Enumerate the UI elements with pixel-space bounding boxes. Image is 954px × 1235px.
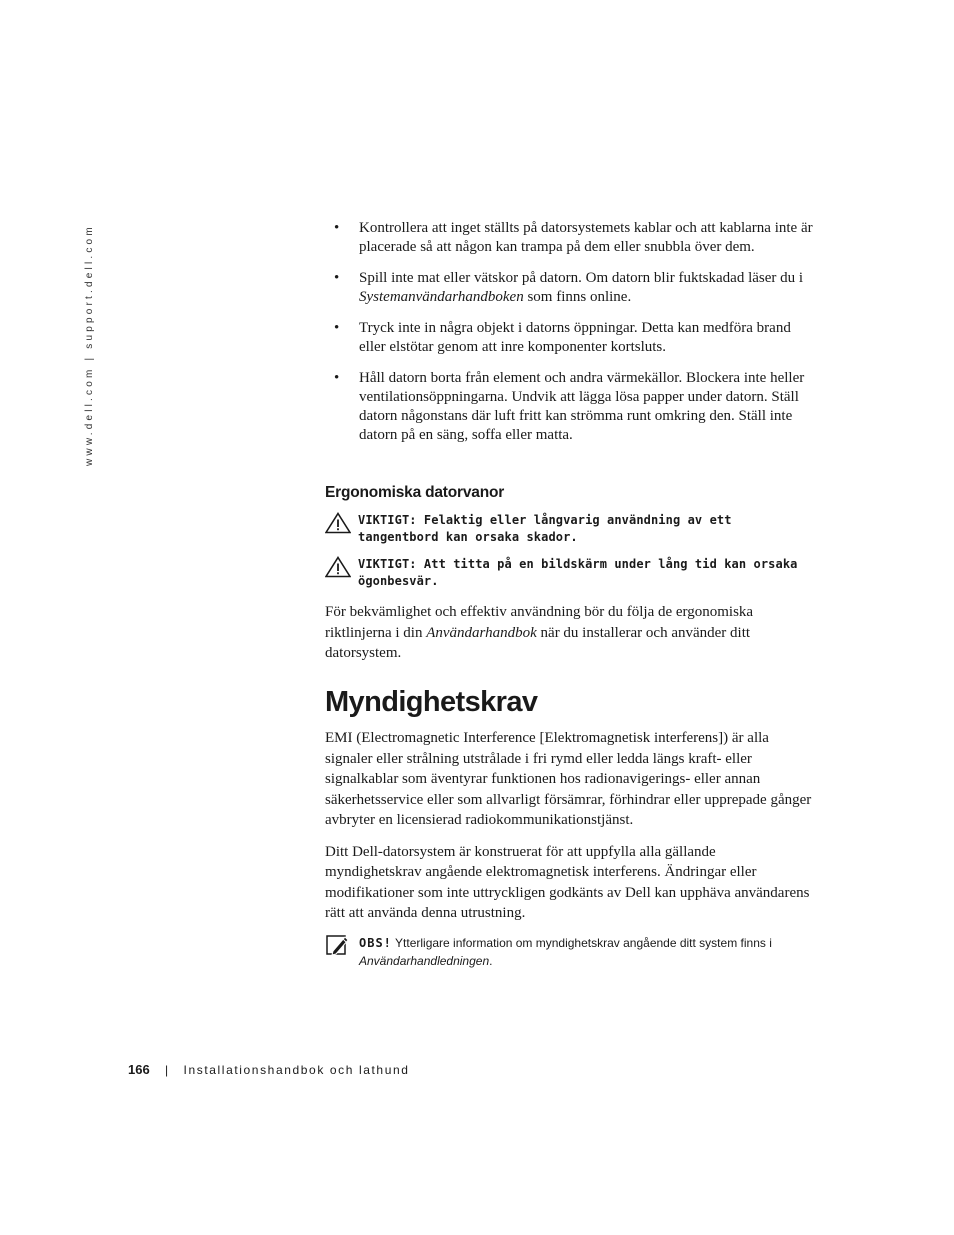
bullet-marker: • bbox=[334, 370, 340, 386]
list-item bbox=[325, 319, 815, 357]
note-end: . bbox=[489, 954, 493, 968]
warning-text: VIKTIGT: Att titta på en bildskärm under lång tid kan orsaka ögonbesvär. bbox=[358, 557, 798, 588]
page-number: 166 bbox=[128, 1062, 150, 1077]
page-title: Myndighetskrav bbox=[325, 686, 538, 718]
book-title: Systemanvändarhandboken bbox=[359, 289, 524, 305]
footer-separator: | bbox=[165, 1063, 169, 1077]
section-heading: Ergonomiska datorvanor bbox=[325, 484, 505, 501]
ergonomics-paragraph bbox=[325, 602, 815, 664]
book-title: Användarhandbok bbox=[426, 624, 537, 641]
bullet-text: Spill inte mat eller vätskor på datorn. Om datorn blir fuktskadad läser du i bbox=[359, 270, 804, 286]
note-text bbox=[359, 934, 820, 970]
list-item bbox=[325, 219, 815, 257]
bullet-text: Håll datorn borta från element och andra värmekällor. Blockera inte heller ventilationsöppningarna. Undvik att lägga lösa papper under datorn. Ställ datorn någonstans där luft fritt kan strömma runt omkring den. Ställ inte datorn på en säng, soffa eller matta. bbox=[359, 370, 805, 443]
bullet-text: som finns online. bbox=[523, 289, 632, 305]
bullet-text: Tryck inte in några objekt i datorns öppningar. Detta kan medföra brand eller elstötar genom att inre komponenter kortsluts. bbox=[359, 320, 791, 355]
list-item bbox=[325, 269, 815, 307]
bullet-marker: • bbox=[334, 270, 340, 286]
bullet-text: Kontrollera att inget ställts på datorsystemets kablar och att kablarna inte är placerade så att någon kan trampa på dem eller snubbla över dem. bbox=[359, 220, 813, 255]
book-title: Installationshandbok och lathund bbox=[183, 1063, 410, 1077]
warning-notice bbox=[325, 556, 815, 590]
list-item bbox=[325, 369, 815, 445]
page-footer bbox=[128, 1062, 410, 1077]
bullet-marker: • bbox=[334, 220, 340, 236]
warning-icon bbox=[325, 512, 351, 534]
paragraph bbox=[325, 602, 815, 664]
paragraph: EMI (Electromagnetic Interference [Elektromagnetisk interferens]) är alla signaler eller strålning utstrålade i fri rymd eller ledda längs kraft- eller signalkablar som äventyrar funktionen hos radionavigerings- eller annan säkerhetsservice eller som allvarligt försämrar, förhindrar eller upprepade gånger avbryter en licensierad radiokommunikationstjänst. bbox=[325, 730, 812, 828]
paragraph-text: För bekvämlighet och effektiv användning bör du följa de ergonomiska riktlinjerna i din bbox=[325, 604, 754, 641]
note-label: OBS! bbox=[359, 936, 392, 950]
paragraph-text: när du installerar och använder ditt datorsystem. bbox=[325, 624, 751, 661]
bullet-list bbox=[325, 219, 815, 457]
note-body: Ytterligare information om myndighetskrav angående ditt system finns i bbox=[391, 936, 772, 950]
warning-icon bbox=[325, 556, 351, 578]
bullet-marker: • bbox=[334, 320, 340, 336]
warning-text: VIKTIGT: Felaktig eller långvarig användning av ett tangentbord kan orsaka skador. bbox=[358, 513, 732, 544]
paragraph: Ditt Dell-datorsystem är konstruerat för att uppfylla alla gällande myndighetskrav angående elektromagnetisk interferens. Ändringar eller modifikationer som inte uttryckligen godkänts av Dell kan upphäva användarens rätt att använda denna utrustning. bbox=[325, 843, 810, 921]
note-pencil-icon bbox=[325, 934, 349, 956]
regulatory-text bbox=[325, 728, 815, 924]
note-box bbox=[325, 934, 820, 970]
warning-notice bbox=[325, 512, 815, 546]
book-title: Användarhandledningen bbox=[359, 954, 490, 968]
sidebar-url: www.dell.com | support.dell.com bbox=[84, 224, 95, 466]
